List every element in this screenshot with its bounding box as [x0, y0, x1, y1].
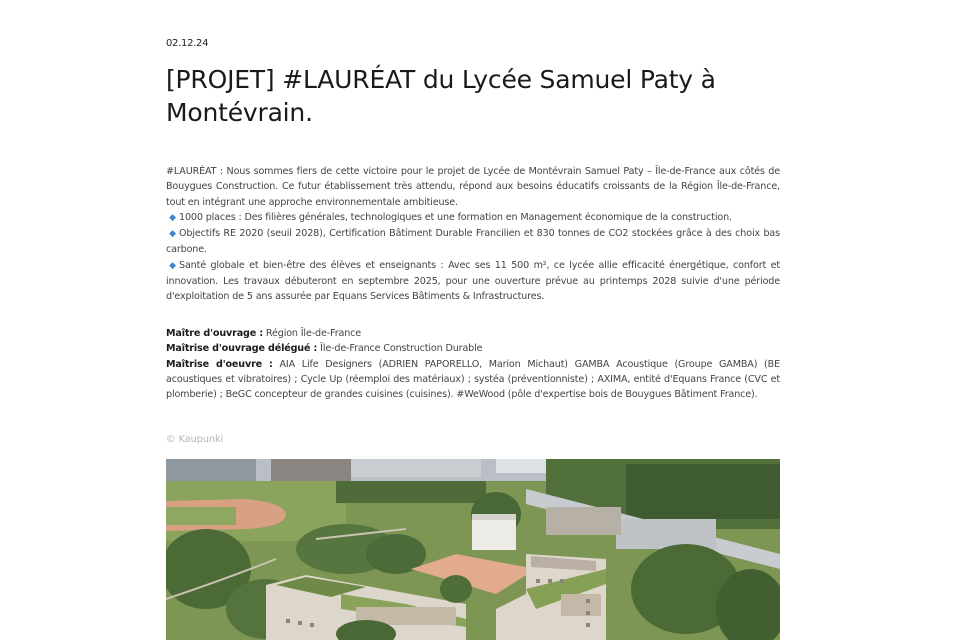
credit-label: Maître d'ouvrage : [166, 328, 264, 339]
credit-maitrise-ouvrage-delegue [166, 341, 780, 356]
bullet-item [166, 258, 780, 305]
project-rendering-image [166, 459, 780, 640]
bullet-text: Objectifs RE 2020 (seuil 2028), Certification Bâtiment Durable Francilien et 830 tonnes de CO2 stockées grâce à des choix bas carbone. [166, 228, 780, 256]
credit-maitrise-oeuvre [166, 357, 780, 403]
image-copyright: © Kaupunki [166, 434, 224, 445]
intro-paragraph: #LAURÉAT : Nous sommes fiers de cette victoire pour le projet de Lycée de Montévrain Samuel Paty – Île-de-France aux côtés de Bouygues Construction. Ce futur établissement très attendu, répond aux besoins éducatifs croissants de la Région Île-de-France, tout en intégrant une approche environnementale ambitieuse. [166, 166, 780, 208]
blue-diamond-icon: ◆ [169, 260, 176, 271]
credit-maitre-ouvrage [166, 326, 780, 341]
article-title: [PROJET] #LAURÉAT du Lycée Samuel Paty à Montévrain. [166, 65, 716, 127]
bullet-item [166, 210, 780, 226]
article-date: 02.12.24 [166, 38, 209, 49]
bullet-item [166, 226, 780, 258]
bullet-text: 1000 places : Des filières générales, technologiques et une formation en Management économique de la construction. [179, 211, 732, 223]
credit-value: AIA Life Designers (ADRIEN PAPORELLO, Marion Michaut) GAMBA Acoustique (Groupe GAMBA) (BE acoustiques et vibratoires) ; Cycle Up (réemploi des matériaux) ; systéa (préventionniste) ; AXIMA, entité d'Equans France (CVC et plomberie) ; BeGC concepteur de grandes cuisines (cuisines). #WeWood (pôle d'expertise bois de Bouygues Bâtiment France). [166, 358, 780, 401]
article-body [166, 164, 780, 305]
credit-label: Maîtrise d'ouvrage délégué : [166, 343, 318, 355]
blue-diamond-icon: ◆ [169, 229, 176, 240]
credit-label: Maîtrise d'oeuvre : [166, 358, 273, 370]
credit-value: Île-de-France Construction Durable [317, 343, 483, 355]
credit-value: Région Île-de-France [263, 328, 362, 339]
blue-diamond-icon: ◆ [169, 212, 176, 223]
credits [166, 326, 780, 402]
bullet-text: Santé globale et bien-être des élèves et enseignants : Avec ses 11 500 m², ce lycée allie efficacité énergétique, confort et innovation. Les travaux débuteront en septembre 2025, pour une ouverture prévue au printemps 2028 suivie d'une période d'exploitation de 5 ans assurée par Equans Services Bâtiments & Infrastructures. [166, 259, 780, 303]
